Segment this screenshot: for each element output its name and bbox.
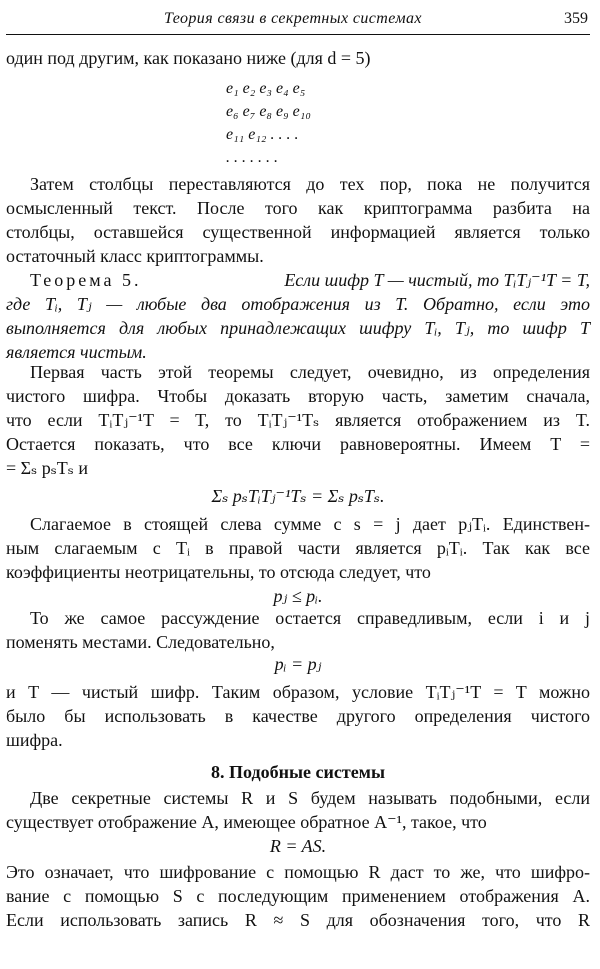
paragraph-line: Затем столбцы переставляются до тех пор, пока не получится [30,174,590,194]
theorem-line: где Tᵢ, Tⱼ — любые два отображения из T. Обратно, если это [6,294,590,314]
paragraph-line: осмысленный текст. После того как криптограмма разбита на [6,198,590,218]
matrix-row: . . . . . . . [226,149,278,166]
paragraph-line: Если использовать запись R ≈ S для обозначения того, что R [6,910,590,930]
paragraph-line: Первая часть этой теоремы следует, очевидно, из определения [30,362,590,382]
paragraph-line: чистого шифра. Чтобы доказать вторую часть, заметим сначала, [6,386,590,406]
theorem-line: является чистым. [6,342,147,362]
paragraph-line: что если TᵢTⱼ⁻¹T = T, то TᵢTⱼ⁻¹Tₛ является отображением из T. [6,410,590,430]
theorem-label: Теорема 5. [30,270,142,290]
paragraph-line: Две секретные системы R и S будем называть подобными, если [30,788,590,808]
paragraph-line: Это означает, что шифрование с помощью R даст то же, что шифро- [6,862,590,882]
theorem-line: выполняется для любых принадлежащих шифру Tᵢ, Tⱼ, то шифр T [6,318,590,338]
section-title: 8. Подобные системы [211,762,385,782]
paragraph-line: коэффициенты неотрицательны, то отсюда следует, что [6,562,431,582]
paragraph-line: было бы использовать в качестве другого определения чистого [6,706,590,726]
matrix-row: e₁₁ e₁₂ . . . . [226,126,299,143]
equation: pᵢ = pⱼ [274,654,322,674]
paragraph-line: Слагаемое в стоящей слева сумме с s = j дает pⱼTᵢ. Единствен- [30,514,590,534]
paragraph-line: и T — чистый шифр. Таким образом, условие TᵢTⱼ⁻¹T = T можно [6,682,590,702]
paragraph-line: шифра. [6,730,63,750]
paragraph-line: = Σₛ pₛTₛ и [6,458,88,478]
paragraph-line: поменять местами. Следовательно, [6,632,275,652]
matrix-row: e₆ e₇ e₈ e₉ e₁₀ [226,103,311,120]
page-header [6,4,590,35]
paragraph-line: вание с помощью S с последующим применением отображения A. [6,886,590,906]
equation: R = AS. [269,836,327,856]
paragraph-line: столбцы, оставшейся существенной информацией является только [6,222,590,242]
paragraph-line: Остается показать, что все ключи равновероятны. Имеем T = [6,434,590,454]
paragraph-line: То же самое рассуждение остается справедливым, если i и j [30,608,590,628]
page-number: 359 [564,10,588,27]
paragraph-line: остаточный класс криптограммы. [6,246,264,266]
running-title: Теория связи в секретных системах [164,10,422,27]
paragraph-line: ным слагаемым с Tᵢ в правой части является pᵢTᵢ. Так как все [6,538,590,558]
paragraph-line: существует отображение A, имеющее обратное A⁻¹, такое, что [6,812,487,832]
equation: Σₛ pₛTᵢTⱼ⁻¹Tₛ = Σₛ pₛTₛ. [211,486,385,506]
text-line: один под другим, как показано ниже (для d = 5) [6,48,371,68]
matrix-row: e₁ e₂ e₃ e₄ e₅ [226,80,306,97]
theorem-line: Если шифр T — чистый, то TᵢTⱼ⁻¹T = T, [284,270,590,290]
equation: pⱼ ≤ pᵢ. [273,586,323,606]
